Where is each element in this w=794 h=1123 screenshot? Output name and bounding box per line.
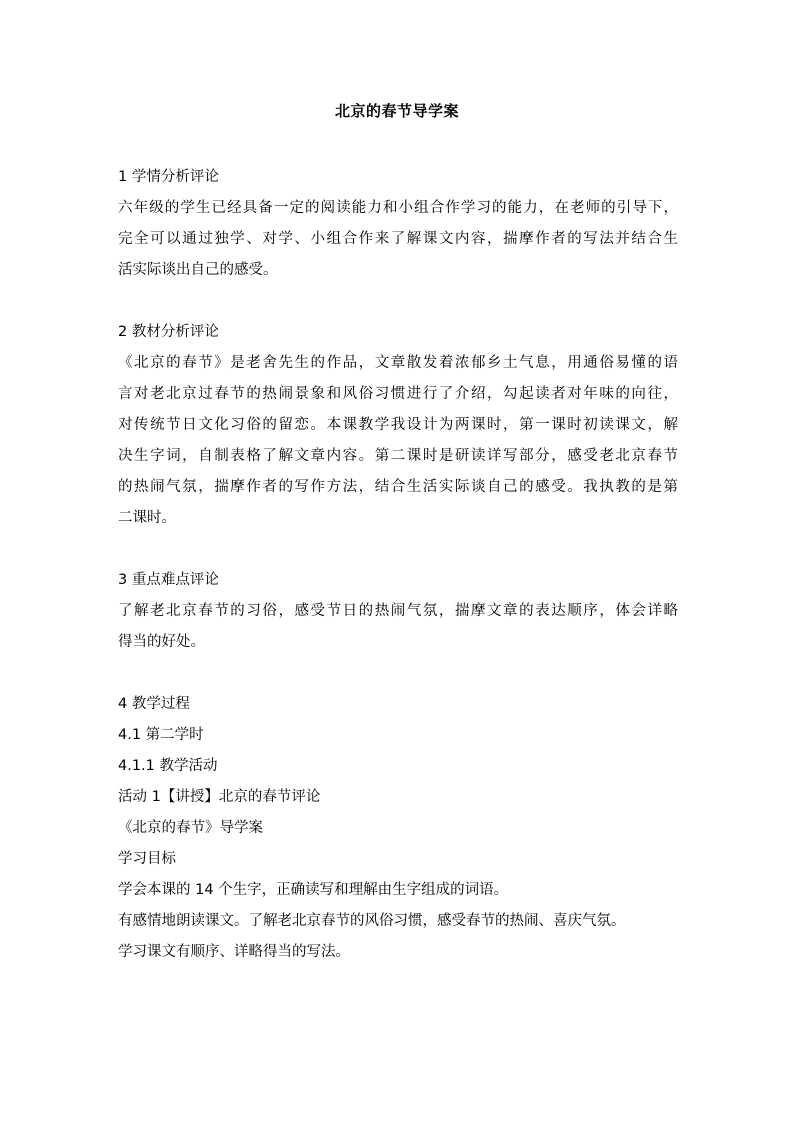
paragraph-gap	[118, 534, 688, 565]
paragraph-line: 得当的好处。	[118, 634, 205, 650]
section-heading: 2 教材分析评论	[118, 324, 219, 340]
subsection-heading: 4.1.1 教学活动	[118, 758, 218, 774]
document-title: 北京的春节导学案	[334, 102, 459, 120]
paragraph-gap	[118, 286, 688, 317]
activity-heading: 活动 1【讲授】北京的春节评论	[118, 789, 321, 805]
paragraph-line: 学习课文有顺序、详略得当的写法。	[118, 944, 350, 960]
paragraph-line: 言对老北京过春节的热闹景象和风俗习惯进行了介绍，勾起读者对年味的向往，	[118, 386, 678, 402]
paragraph-line: 《北京的春节》导学案	[118, 820, 263, 836]
paragraph-gap	[118, 658, 688, 689]
document-body	[118, 162, 688, 968]
paragraph-line: 学会本课的 14 个生字，正确读写和理解由生字组成的词语。	[118, 882, 509, 898]
paragraph-line: 学习目标	[118, 851, 176, 867]
paragraph-line: 对传统节日文化习俗的留恋。本课教学我设计为两课时，第一课时初读课文，解	[118, 417, 678, 433]
section-key-difficulties	[118, 565, 688, 658]
paragraph-line: 二课时。	[118, 510, 176, 526]
section-textbook-analysis	[118, 317, 688, 534]
section-teaching-process	[118, 689, 688, 968]
section-heading: 3 重点难点评论	[118, 572, 219, 588]
paragraph-line: 六年级的学生已经具备一定的阅读能力和小组合作学习的能力，在老师的引导下，	[118, 200, 678, 216]
subsection-heading: 4.1 第二学时	[118, 727, 204, 743]
paragraph-line: 活实际谈出自己的感受。	[118, 262, 278, 278]
paragraph-line: 决生字词，自制表格了解文章内容。第二课时是研读详写部分，感受老北京春节	[118, 448, 678, 464]
paragraph-line: 《北京的春节》是老舍先生的作品，文章散发着浓郁乡土气息，用通俗易懂的语	[118, 355, 678, 371]
paragraph-line: 了解老北京春节的习俗，感受节日的热闹气氛，揣摩文章的表达顺序，体会详略	[118, 603, 678, 619]
paragraph-line: 有感情地朗读课文。了解老北京春节的风俗习惯，感受春节的热闹、喜庆气氛。	[118, 913, 626, 929]
section-learning-analysis	[118, 162, 688, 286]
section-heading: 4 教学过程	[118, 696, 190, 712]
paragraph-line: 的热闹气氛，揣摩作者的写作方法，结合生活实际谈自己的感受。我执教的是第	[118, 479, 678, 495]
section-heading: 1 学情分析评论	[118, 169, 219, 185]
paragraph-line: 完全可以通过独学、对学、小组合作来了解课文内容，揣摩作者的写法并结合生	[118, 231, 678, 247]
